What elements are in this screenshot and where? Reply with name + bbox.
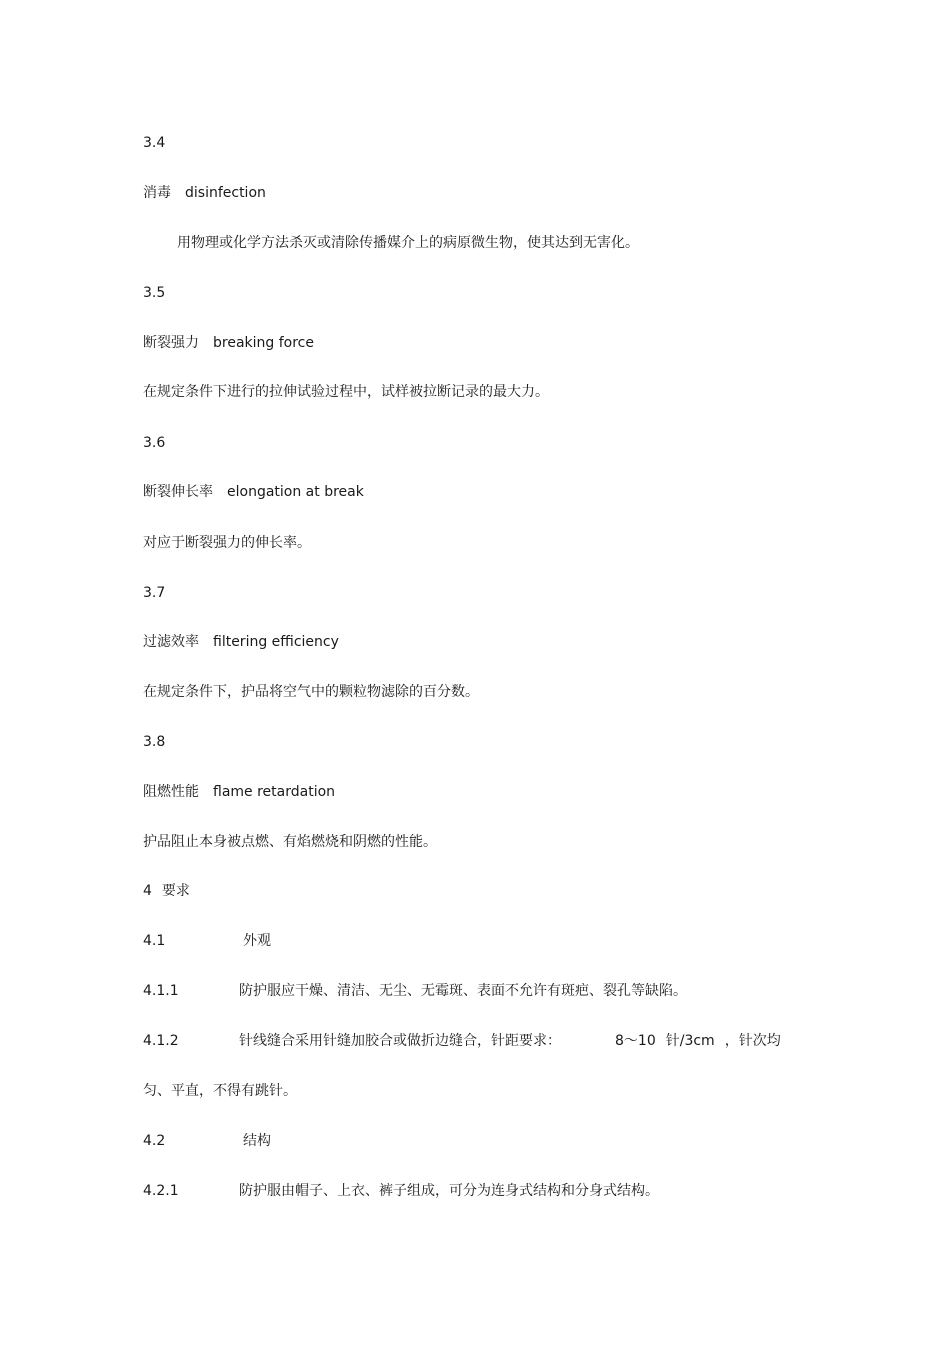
section-number: 4 [143, 883, 152, 899]
clause-4-1-1 [143, 982, 687, 1000]
clause-text-wrap: 匀、平直，不得有跳针。 [143, 1083, 297, 1099]
clause-4-1-2-wrap [143, 1082, 297, 1100]
term-chinese: 断裂伸长率 [143, 484, 213, 500]
term-english: disinfection [185, 185, 266, 201]
section-title: 要求 [161, 883, 190, 899]
term-chinese: 过滤效率 [143, 634, 199, 650]
stitch-range: 8～10 [615, 1033, 656, 1049]
clause-3-4-term [143, 184, 266, 202]
clause-3-8-term [143, 783, 335, 801]
clause-title: 结构 [243, 1133, 271, 1149]
clause-4-1-heading [143, 932, 271, 950]
clause-3-6-term [143, 483, 364, 501]
clause-3-5-term [143, 334, 314, 352]
clause-number: 4.1 [143, 933, 166, 949]
term-chinese: 阻燃性能 [143, 784, 199, 800]
clause-number: 3.6 [143, 435, 166, 451]
clause-3-4-definition [177, 234, 639, 252]
clause-4-1-2 [143, 1032, 781, 1050]
definition-text: 在规定条件下，护品将空气中的颗粒物滤除的百分数。 [143, 684, 479, 700]
clause-number: 3.8 [143, 734, 166, 750]
clause-3-5-definition [143, 383, 549, 401]
clause-3-8-number [143, 733, 165, 751]
clause-4-2-1 [143, 1182, 659, 1200]
clause-3-7-number [143, 584, 165, 602]
clause-text: 防护服应干燥、清洁、无尘、无霉斑、表面不允许有斑疤、裂孔等缺陷。 [239, 983, 687, 999]
clause-number: 3.4 [143, 135, 166, 151]
definition-text: 用物理或化学方法杀灭或清除传播媒介上的病原微生物，使其达到无害化。 [177, 235, 639, 251]
clause-number: 4.2 [143, 1133, 166, 1149]
clause-3-4-number [143, 134, 165, 152]
clause-3-6-number [143, 434, 165, 452]
section-4-heading [143, 882, 190, 900]
definition-text: 护品阻止本身被点燃、有焰燃烧和阴燃的性能。 [143, 834, 437, 850]
clause-3-8-definition [143, 833, 437, 851]
clause-3-7-definition [143, 683, 479, 701]
clause-number: 4.2.1 [143, 1183, 179, 1199]
clause-3-5-number [143, 284, 165, 302]
definition-text: 在规定条件下进行的拉伸试验过程中，试样被拉断记录的最大力。 [143, 384, 549, 400]
term-english: breaking force [213, 335, 314, 351]
clause-number: 4.1.1 [143, 983, 179, 999]
clause-3-6-definition [143, 534, 311, 552]
clause-title: 外观 [243, 933, 271, 949]
term-chinese: 断裂强力 [143, 335, 199, 351]
term-english: flame retardation [213, 784, 336, 800]
clause-number: 3.7 [143, 585, 166, 601]
stitch-unit: 针/3cm [665, 1033, 715, 1049]
clause-text: 防护服由帽子、上衣、裤子组成，可分为连身式结构和分身式结构。 [239, 1183, 659, 1199]
clause-text: 针线缝合采用针缝加胶合或做折边缝合，针距要求： [239, 1033, 561, 1049]
clause-text-continued: 针次均 [738, 1033, 781, 1049]
comma: ， [724, 1033, 739, 1049]
term-english: elongation at break [227, 484, 364, 500]
definition-text: 对应于断裂强力的伸长率。 [143, 535, 311, 551]
clause-number: 4.1.2 [143, 1033, 179, 1049]
term-chinese: 消毒 [143, 185, 171, 201]
clause-3-7-term [143, 633, 339, 651]
clause-4-2-heading [143, 1132, 271, 1150]
clause-number: 3.5 [143, 285, 166, 301]
term-english: filtering efficiency [213, 634, 339, 650]
